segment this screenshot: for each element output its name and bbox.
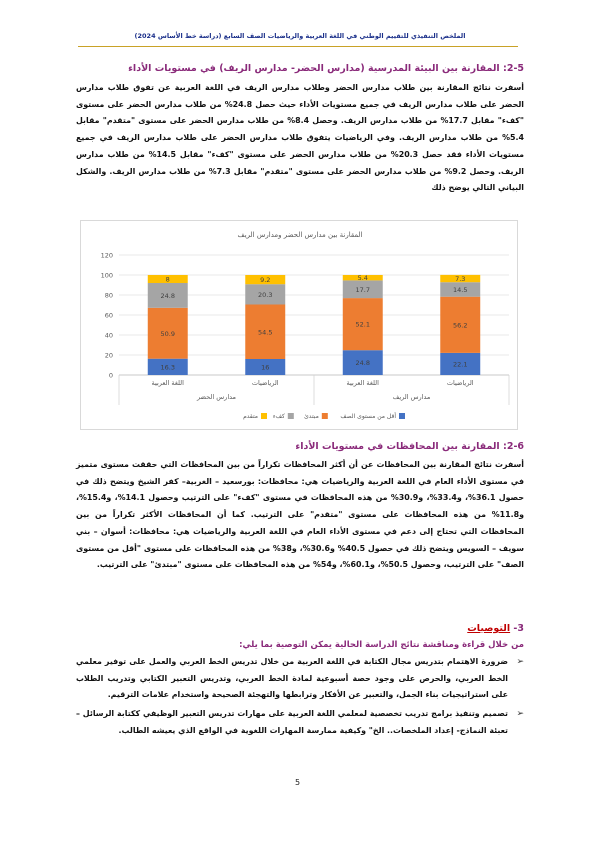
section-3-heading: [76, 622, 524, 635]
y-tick-label: 0: [108, 371, 113, 380]
section-2-5: [76, 62, 524, 197]
y-tick-label: 80: [104, 291, 113, 300]
section-2-5-number: 2-5:: [503, 63, 524, 74]
x-tick-label: الرياضيات: [446, 379, 474, 387]
y-tick-label: 40: [104, 331, 113, 340]
data-label: 5.4: [357, 274, 368, 283]
data-label: 8: [165, 275, 170, 284]
x-tick-label: اللغة العربية: [151, 379, 184, 387]
check-arrow-icon: ➢: [516, 709, 524, 720]
data-label: 22.1: [453, 360, 468, 369]
x-tick-label: اللغة العربية: [346, 379, 379, 387]
section-3-title: التوصيات: [467, 623, 511, 634]
group-label: مدارس الحضر: [196, 393, 237, 401]
data-label: 20.3: [258, 290, 273, 299]
chart-title: المقارنة بين مدارس الحضر ومدارس الريف: [237, 231, 363, 239]
section-2-6-number: 2-6:: [503, 441, 524, 452]
section-2-5-heading: [76, 62, 524, 75]
section-2-6-heading: [76, 440, 524, 453]
y-tick-label: 60: [104, 311, 113, 320]
section-2-6-paragraph: أسفرت نتائج المقارنة بين المحافظات عن أن أكثر المحافظات تكراراً من بين المحافظات التي حققت مستوى متميز في مستوى الأداء العام في اللغة العربية والرياضيات هي: محافظات: بورسعيد – الغربية– كفر الشيخ ويتضح ذلك في حصول 36.1%، و33.4%، و30.9% من هذه المحافظات في مستوى "كفء" على الترتيب وحصول 14.1%، و15.4%، و11.8% من هذه المحافظات على مستوى "متقدم" على الترتيب. كما أن المحافظات الأكثر تكراراً من بين المحافظات التي تحتاج إلى دعم في مستوى الأداء العام في اللغة العربية والرياضيات هي: محافظات: أسوان – بني سويف – السويس ويتضح ذلك في حصول 40.5% و30.6%، و38% من هذه المحافظات على مستوى "أقل من مستوى الصف" على الترتيب، وحصول 50.5%، و60.1%، و54% من هذه المحافظات على مستوى "مبتدئ" على الترتيب.: [76, 460, 525, 570]
legend-swatch: [322, 413, 328, 419]
data-label: 24.8: [160, 291, 175, 300]
legend-label: متقدم: [243, 413, 258, 420]
data-label: 50.9: [160, 329, 175, 338]
data-label: 54.5: [258, 328, 273, 337]
header-rule: [78, 46, 518, 47]
section-3-number: 3-: [513, 623, 524, 634]
y-tick-label: 100: [100, 271, 113, 280]
section-2-5-paragraph: أسفرت نتائج المقارنة بين طلاب مدارس الحضر وطلاب مدارس الريف في اللغة العربية عن تفوق طلاب مدارس الحضر على طلاب مدارس الريف في جميع مستويات الأداء حيث حصل 24.8% من طلاب مدارس الحضر على مستوى "كفء" مقابل 17.7% من طلاب مدارس الريف. وحصل 8.4% من طلاب مدارس الحضر على مستوى "متقدم" مقابل 5.4% من طلاب مدارس الريف. وفي الرياضيات يتفوق طلاب مدارس الحضر على طلاب مدارس الريف في جميع مستويات الأداء فقد حصل 20.3% من طلاب مدارس الحضر على مستوى "كفء" مقابل 14.5% من طلاب مدارس الريف. وحصل 9.2% من طلاب مدارس الحضر على مستوى "متقدم" مقابل 7.3% من طلاب مدارس الريف. والشكل البياني التالي يوضح ذلك: [76, 83, 524, 193]
recommendation-item: [76, 706, 524, 739]
data-label: 24.8: [355, 359, 370, 368]
running-header: الملخص التنفيذي للتقييم الوطني في اللغة العربية والرياضيات الصف السابع (دراسة خط الأساس 2024): [134, 32, 466, 40]
section-2-6: [76, 440, 524, 574]
recommendation-item: [76, 654, 524, 704]
data-label: 7.3: [455, 275, 466, 284]
data-label: 17.7: [355, 285, 370, 294]
legend-label: أقل من مستوى الصف: [340, 413, 396, 420]
section-3: [76, 622, 524, 740]
legend-swatch: [399, 413, 405, 419]
check-arrow-icon: ➢: [516, 657, 524, 667]
section-2-6-title: المقارنة بين المحافظات في مستويات الأداء: [295, 441, 500, 452]
legend-label: كفء: [272, 413, 285, 420]
chart-canvas: [81, 221, 519, 431]
recommendation-text: تصميم وتنفيذ برامج تدريب تخصصية لمعلمي اللغة العربية على مهارات تدريس التعبير الوظيفي ككتابة الرسائل – تعبئة النماذج- إعداد الملخصات.. الخ" وكيفية ممارسة المهارات اللغوية في الواقع الذي يعيشه الطالب.: [76, 709, 508, 735]
group-label: مدارس الريف: [392, 393, 431, 401]
recommendation-text: ضرورة الاهتمام بتدريس مجال الكتابة في اللغة العربية من خلال تدريس الخط العربي والعمل على توفير معلمي الخط العربي، والحرص على وجود حصة أسبوعية لمادة الخط العربي، وتدريس التعبير الكتابي وتدريب الطلاب على استراتيجيات بناء الجمل، والتعبير عن الأفكار وترابطها والتهجئة الصحيحة واستخدام علامات الترقيم.: [76, 657, 508, 700]
data-label: 14.5: [453, 285, 468, 294]
data-label: 52.1: [355, 320, 370, 329]
x-tick-label: الرياضيات: [251, 379, 279, 387]
page-number: 5: [294, 778, 301, 787]
legend-swatch: [288, 413, 294, 419]
y-tick-label: 120: [100, 251, 113, 260]
data-label: 9.2: [260, 276, 271, 285]
comparison-chart: [80, 220, 518, 430]
recommendations-intro: من خلال قراءة ومناقشة نتائج الدراسة الحالية يمكن التوصية بما يلي:: [239, 640, 524, 650]
y-tick-label: 20: [104, 351, 113, 360]
data-label: 16: [261, 363, 270, 372]
section-2-5-title: المقارنة بين البيئة المدرسية (مدارس الحضر- مدارس الريف) في مستويات الأداء: [128, 63, 500, 74]
legend-swatch: [261, 413, 267, 419]
legend-label: مبتدئ: [304, 413, 319, 420]
data-label: 16.3: [160, 363, 175, 372]
data-label: 56.2: [453, 321, 468, 330]
